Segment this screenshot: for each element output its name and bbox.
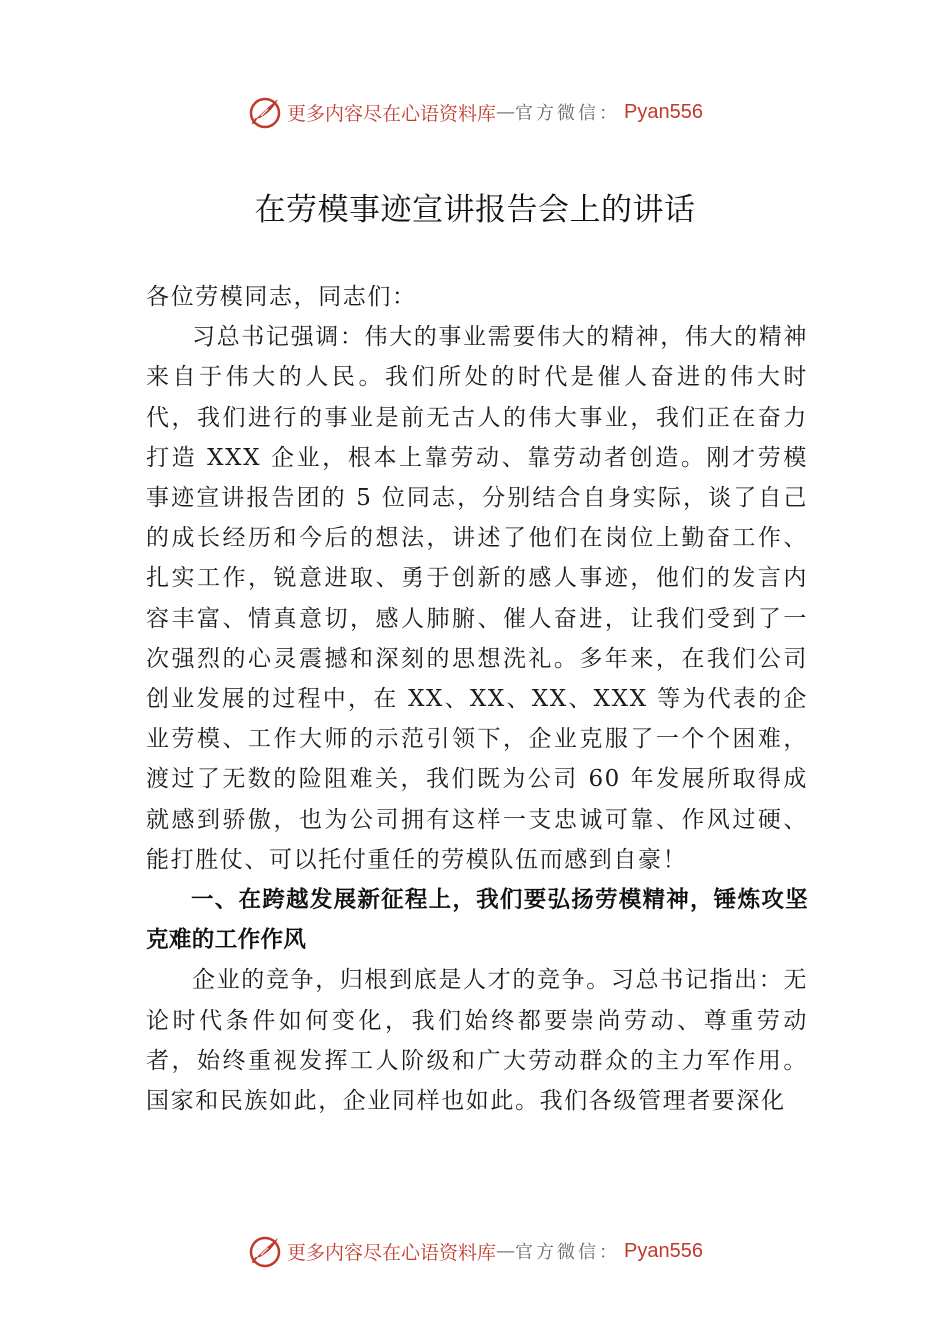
banner-wechat-label: 官方微信：	[515, 1242, 621, 1263]
banner-dash: —	[496, 101, 516, 123]
header-banner	[0, 90, 950, 134]
paragraph-2: 企业的竞争，归根到底是人才的竞争。习总书记指出：无论时代条件如何变化，我们始终都要崇尚劳动、尊重劳动者，始终重视发挥工人阶级和广大劳动群众的主力军作用。国家和民族如此，企业同样也如此。我们各级管理者要深化	[146, 967, 808, 1115]
banner-wechat-id: Pyan556	[624, 100, 703, 123]
section-heading-1: 一、在跨越发展新征程上，我们要弘扬劳模精神，锤炼攻坚克难的工作作风	[146, 887, 808, 954]
banner-brand-text: 更多内容尽在心语资料库	[287, 1241, 497, 1264]
document-title: 在劳模事迹宣讲报告会上的讲话	[254, 192, 696, 228]
banner-wechat-id: Pyan556	[624, 1239, 703, 1262]
quill-pen-seal-icon	[247, 94, 283, 130]
banner-brand-text: 更多内容尽在心语资料库	[287, 102, 497, 125]
document-body	[146, 277, 808, 1121]
paragraph-1: 习总书记强调：伟大的事业需要伟大的精神，伟大的精神来自于伟大的人民。我们所处的时代是催人奋进的伟大时代，我们进行的事业是前无古人的伟大事业，我们正在奋力打造 XXX 企业，根本上靠劳动、靠劳动者创造。刚才劳模事迹宣讲报告团的 5 位同志，分别结合自身实际，谈了自己的成长经历和今后的想法，讲述了他们在岗位上勤奋工作、扎实工作，锐意进取、勇于创新的感人事迹，他们的发言内容丰富、情真意切，感人肺腑、催人奋进，让我们受到了一次强烈的心灵震撼和深刻的思想洗礼。多年来，在我们公司创业发展的过程中，在 XX、XX、XX、XXX 等为代表的企业劳模、工作大师的示范引领下，企业克服了一个个困难，渡过了无数的险阻难关，我们既为公司 60 年发展所取得成就感到骄傲，也为公司拥有这样一支忠诚可靠、作风过硬、能打胜仗、可以托付重任的劳模队伍而感到自豪！	[146, 324, 808, 873]
salutation: 各位劳模同志，同志们：	[146, 284, 417, 310]
quill-pen-seal-icon	[247, 1233, 283, 1269]
banner-dash: —	[496, 1240, 516, 1262]
banner-wechat-label: 官方微信：	[515, 103, 621, 124]
footer-banner	[0, 1229, 950, 1273]
